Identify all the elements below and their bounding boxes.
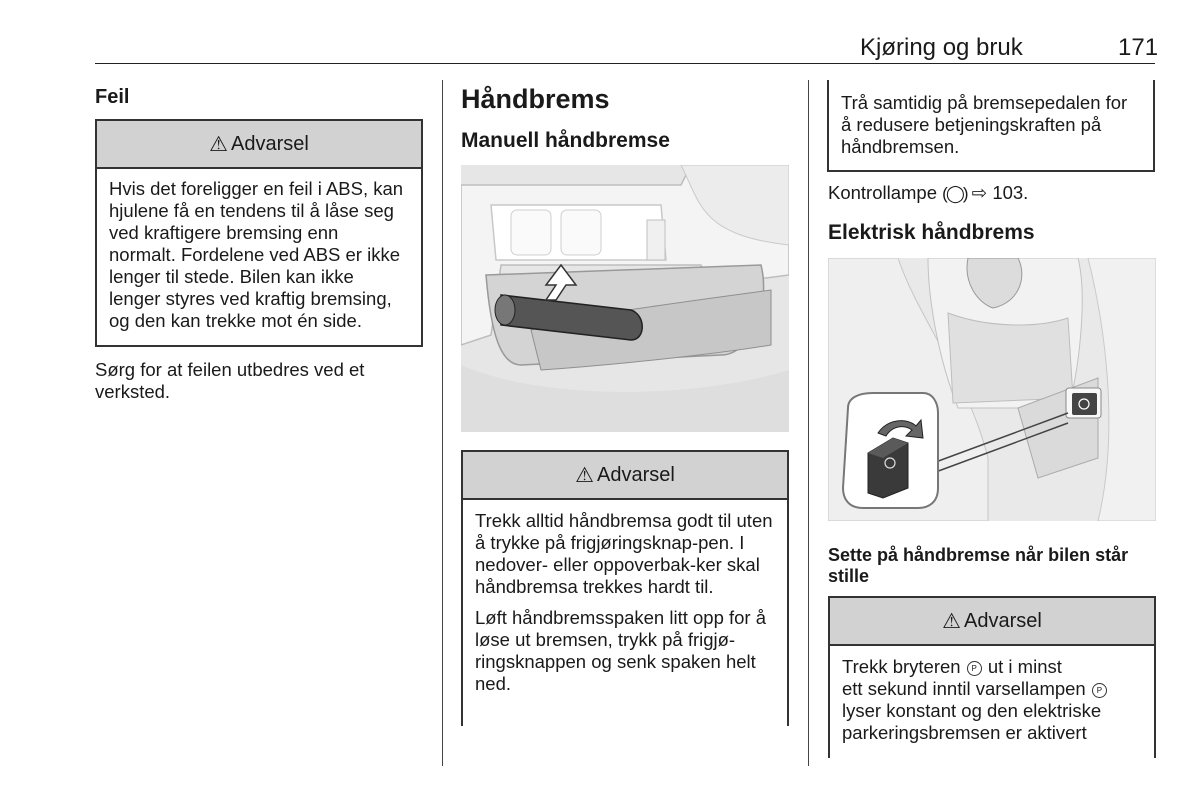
electric-handbrake-illustration [828, 258, 1156, 521]
repair-paragraph: Sørg for at feilen utbedres ved et verksted. [95, 359, 365, 402]
warning-text-1: Trekk alltid håndbremsa godt til uten å trykke på frigjøringsknap-pen. I nedover- eller oppoverbak-ker skal håndbremsa trekkes hardt til. [475, 510, 773, 597]
section-heading-feil: Feil [95, 86, 130, 108]
warning-line-4: parkeringsbremsen er aktivert [842, 722, 1087, 743]
subsubheading-sette-pa: Sette på håndbremse når bilen står stille [828, 545, 1129, 586]
warning-header-electric [828, 596, 1156, 646]
warning-line-3: lyser konstant og den elektriske [842, 700, 1102, 721]
warning-body-electric [828, 646, 1156, 758]
warning-text: Hvis det foreligger en feil i ABS, kan hjulene få en tendens til å låse seg ved kraftigere bremsing enn normalt. Fordelene ved ABS er ikke lenger til stede. Bilen kan ikke lenger styres ved kraftig bremsing, og den kan trekke mot én side. [109, 178, 404, 331]
warning-text-2: Løft håndbremsspaken litt opp for å løse ut bremsen, trykk på frigjø-ringsknappen og senk spaken helt ned. [475, 607, 767, 694]
warning-body-abs [95, 169, 423, 347]
warning-text-part: Trekk bryteren [842, 656, 961, 677]
brake-warning-lamp-icon: (◯) [942, 184, 967, 203]
parking-brake-p-icon: P [1092, 683, 1107, 698]
page-header-title: Kjøring og bruk [860, 34, 1023, 61]
kontrollampe-line [828, 182, 1028, 205]
warning-header-handbrake [461, 450, 789, 500]
column-divider-1 [442, 80, 443, 766]
kontrollampe-label: Kontrollampe [828, 182, 938, 203]
warning-text-part: ett sekund inntil varsellampen [842, 678, 1086, 699]
page-reference-arrow-icon: ⇨ [971, 182, 988, 203]
warning-triangle-icon: ⚠ [575, 463, 594, 487]
warning-line-2 [842, 678, 1142, 700]
warning-label: Advarsel [964, 609, 1042, 632]
info-box-brake-pedal [827, 80, 1155, 172]
manual-handbrake-illustration [461, 165, 789, 432]
info-box-text: Trå samtidig på bremsepedalen for å redusere betjeningskraften på håndbremsen. [841, 92, 1128, 157]
header-rule [95, 63, 1155, 64]
warning-label: Advarsel [231, 132, 309, 155]
page-number: 171 [1118, 34, 1159, 61]
warning-body-handbrake [461, 500, 789, 726]
column-divider-2 [808, 80, 809, 766]
warning-triangle-icon: ⚠ [209, 132, 228, 156]
warning-triangle-icon: ⚠ [942, 609, 961, 633]
section-heading-handbrems: Håndbrems [461, 84, 610, 114]
subheading-elektrisk: Elektrisk håndbrems [828, 221, 1035, 244]
warning-line-1 [842, 656, 1142, 678]
warning-text-part: ut i minst [987, 656, 1062, 677]
warning-header-abs [95, 119, 423, 169]
kontrollampe-reference: 103. [992, 182, 1029, 203]
warning-label: Advarsel [597, 463, 675, 486]
parking-brake-p-icon: P [967, 661, 982, 676]
subheading-manuell: Manuell håndbremse [461, 129, 670, 152]
